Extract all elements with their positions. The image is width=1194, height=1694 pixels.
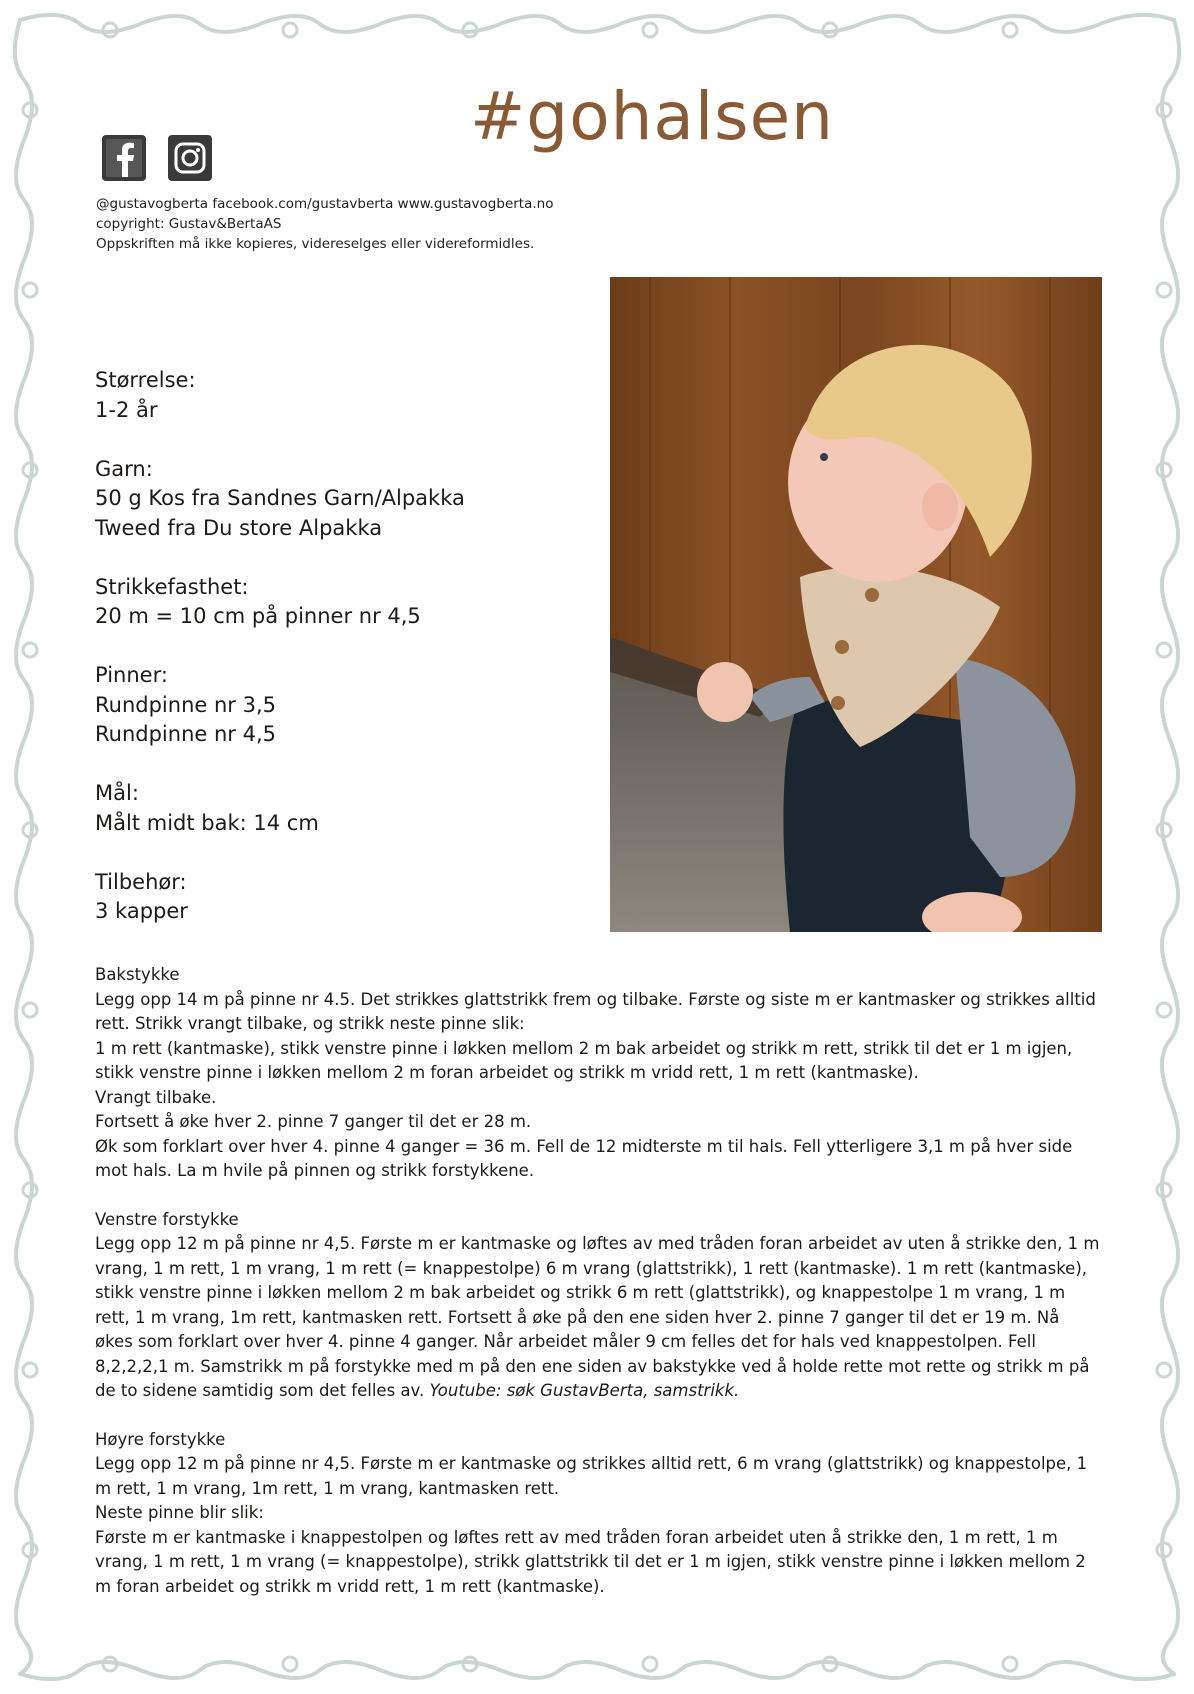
instruction-paragraph: Første m er kantmaske i knappestolpen og løftes rett av med tråden foran arbeidet uten å strikke den, 1 m rett, 1 m vrang, 1 m rett, 1 m vrang (= knappestolpe), strikk glattstrikk til det er 1 m igjen, stikk venstre pinne i løkken mellom 2 m foran arbeidet og strikk m vridd rett, 1 m rett (kantmaske).: [95, 1527, 1086, 1596]
spec-value: Rundpinne nr 4,5: [95, 722, 276, 746]
copyright-info: [96, 194, 553, 254]
copyright-line: copyright: Gustav&BertaAS: [96, 216, 282, 232]
section-venstre-forstykke: [95, 1208, 1100, 1404]
instruction-paragraph: Øk som forklart over hver 4. pinne 4 ganger = 36 m. Fell de 12 midterste m til hals. Fell ytterligere 3,1 m på hver side mot hals. La m hvile på pinnen og strikk forstykkene.: [95, 1136, 1073, 1180]
spec-value: Tweed fra Du store Alpakka: [95, 515, 383, 540]
spec-label: Tilbehør:: [95, 869, 187, 894]
section-heading: Høyre forstykke: [95, 1429, 226, 1449]
spec-gauge: [95, 573, 595, 632]
instruction-paragraph: 1 m rett (kantmaske), stikk venstre pinne i løkken mellom 2 m bak arbeidet og strikk m rett, strikk til det er 1 m igjen, stikk venstre pinne i løkken mellom 2 m foran arbeidet og strikk m vridd rett, 1 m rett (kantmaske).: [95, 1038, 1073, 1082]
spec-needles: [95, 661, 595, 750]
instruction-paragraph: Neste pinne blir slik:: [95, 1503, 264, 1522]
spec-size: [95, 366, 595, 425]
spec-value: 20 m = 10 cm på pinner nr 4,5: [95, 604, 421, 628]
spec-label: Pinner:: [95, 663, 168, 687]
spec-value: 50 g Kos fra Sandnes Garn/Alpakka: [95, 486, 465, 510]
spec-label: Størrelse:: [95, 368, 196, 392]
spec-yarn: [95, 455, 595, 544]
social-handles: @gustavogberta facebook.com/gustavberta www.gustavogberta.no: [96, 196, 554, 212]
spec-value: Målt midt bak: 14 cm: [95, 810, 319, 835]
instruction-paragraph: Legg opp 14 m på pinne nr 4.5. Det strikkes glattstrikk frem og tilbake. Første og siste m er kantmasker og strikkes alltid rett. Strikk vrangt tilbake, og strikk neste pinne slik:: [95, 989, 1096, 1033]
section-heading: Bakstykke: [95, 965, 180, 984]
spec-measurements: [95, 779, 595, 838]
section-hoyre-forstykke: [95, 1428, 1100, 1600]
spec-value: 1-2 år: [95, 397, 158, 422]
child-wearing-collar-photo: [610, 277, 1102, 932]
spec-value: Rundpinne nr 3,5: [95, 692, 276, 717]
pattern-instructions: [95, 963, 1100, 1623]
instruction-paragraph: Vrangt tilbake.: [95, 1087, 217, 1107]
instruction-paragraph: Fortsett å øke hver 2. pinne 7 ganger til det er 28 m.: [95, 1112, 532, 1131]
spec-accessories: [95, 868, 595, 927]
instruction-paragraph: [95, 1232, 1100, 1404]
youtube-reference: Youtube: søk GustavBerta, samstrikk.: [429, 1381, 740, 1400]
spec-label: Mål:: [95, 781, 139, 805]
pattern-specs: [95, 366, 595, 956]
instagram-icon[interactable]: [166, 133, 214, 183]
section-bakstykke: [95, 963, 1100, 1184]
page-title: #gohalsen: [470, 78, 835, 155]
instruction-paragraph: Legg opp 12 m på pinne nr 4,5. Første m er kantmaske og strikkes alltid rett, 6 m vrang (glattstrikk) og knappestolpe, 1 m rett, 1 m vrang, 1m rett, 1 m vrang, kantmasken rett.: [95, 1454, 1088, 1498]
spec-label: Strikkefasthet:: [95, 574, 249, 599]
spec-value: 3 kapper: [95, 899, 188, 923]
facebook-icon[interactable]: [100, 133, 148, 183]
instruction-text: Legg opp 12 m på pinne nr 4,5. Første m er kantmaske og løftes av med tråden foran arbeidet av uten å strikke den, 1 m vrang, 1 m rett, 1 m vrang, 1 m rett (= knappestolpe) 6 m vrang (glattstrikk), 1 rett (kantmaske). 1 m rett (kantmaske), stikk venstre pinne i løkken mellom 2 m bak arbeidet og strikk 6 m rett (glattstrikk), og knappestolpe 1 m vrang, 1 m rett, 1 m vrang, 1m rett, kantmasken rett. Fortsett å øke på den ene siden hver 2. pinne 7 ganger til det er 19 m. Nå økes som forklart over hver 4. pinne 4 ganger. Når arbeidet måler 9 cm felles det for hals ved knappestolpen. Fell 8,2,2,2,1 m. Samstrikk m på forstykke med m på den ene siden av bakstykke ved å holde rette mot rette og strikk m på de to sidene samtidig som det felles av.: [95, 1234, 1100, 1400]
usage-notice: Oppskriften må ikke kopieres, videreselges eller videreformidles.: [96, 236, 535, 252]
section-heading: Venstre forstykke: [95, 1209, 239, 1229]
spec-label: Garn:: [95, 456, 153, 481]
